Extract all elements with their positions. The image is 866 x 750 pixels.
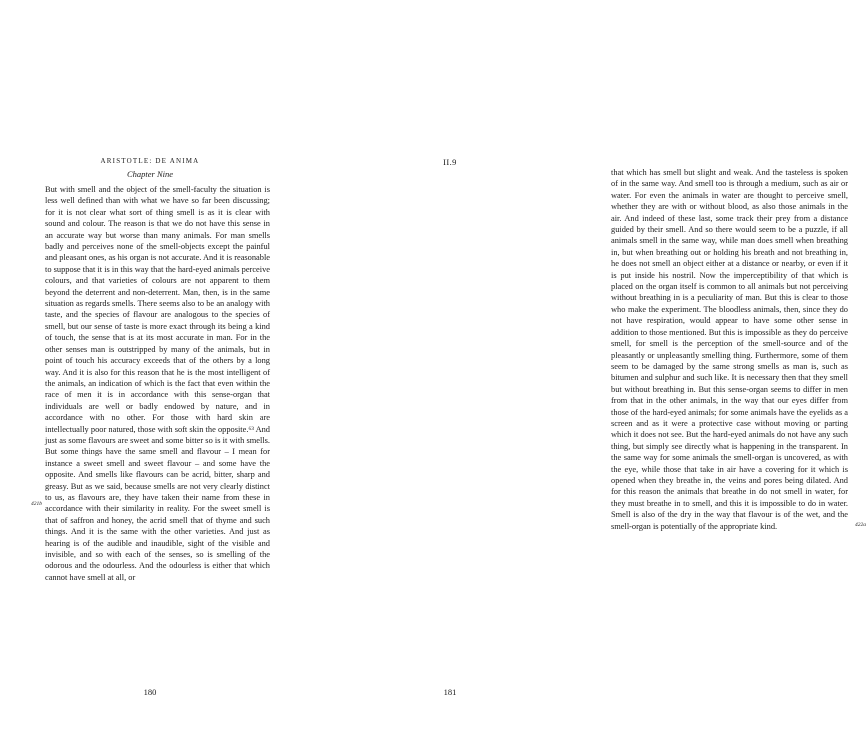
body-text-left: But with smell and the object of the smell-faculty the situation is less well defined than with what we have so far been discussing; for it is not clear what sort of thing smell is as it is clear with sound and colour. The reason is that we do not have this sense in an accurate way but worse than many animals. For man smells badly and perceives none of the smell-objects except the painful and pleasant ones, as his organ is not accurate. And it is reasonable to suppose that it is in this way that the hard-eyed animals perceive colours, and that varieties of colours are not apparent to them beyond the deterrent and non-deterrent. Man, then, is in the same situation as regards smells. There seems also to be an analogy with taste, and the species of flavour are analogous to the species of smell, but our sense of taste is more exact through its being a kind of touch, the sense that is at its most accurate in man. For in the other senses man is outstripped by many of the animals, but in point of touch his accuracy exceeds that of the others by a long way. And it is also for this reason that he is the most intelligent of the animals, an indication of which is the fact that even within the race of men it is in accordance with this sense-organ that individuals are well or badly endowed by nature, and in accordance with no other. For those with hard skin are intellectually poor natured, those with soft skin the opposite.⁶³ And just as some flavours are sweet and some bitter so is it with smells. But some things have the same smell and flavour – I mean for instance a sweet smell and sweet flavour – and some have the opposite. And smells like flavours can be acrid, bitter, sharp and greasy. But as we said, because smells are not very clearly distinct to us, as flavours are, they have taken their name from these in accordance with their similarity in reality. For the sweet smell is that of saffron and honey, the acrid smell that of thyme and such things. And it is the same with the other varieties. And just as hearing is of the audible and inaudible, sight of the visible and invisible, and so with each of the senses, so is smelling of the odorous and the odourless. And the odourless is either that which cannot have smell at all, or <box>45 185 270 582</box>
right-page <box>300 0 866 750</box>
margin-reference-left: 421b <box>31 501 42 507</box>
margin-reference-right: 422a <box>855 522 866 528</box>
body-text-right: that which has smell but slight and weak. And the tasteless is spoken of in the same way. And smell too is through a medium, such as air or water. For even the animals in water are thought to perceive smell, whether they are with or without blood, as also those animals in the air. And indeed of these last, some track their prey from a distance guided by their smell. And so there would seem to be a puzzle, if all animals smell in the same way, while man does smell when breathing in, but when breathing out or holding his breath and not breathing in, he does not smell an object either at a distance or nearby, or even if it is put inside his nostril. Now the imperceptibility of that which is placed on the organ itself is common to all animals but not perceiving without breathing in is a peculiarity of man. But this is clear to those who make the experiment. The bloodless animals, then, since they do not have respiration, would appear to have some other sense in addition to those mentioned. But this is impossible as they do perceive smell, for smell is the perception of the smell-source and of the pleasantly or unpleasantly smelling thing. Furthermore, some of them seem to be damaged by the same strong smells as man is, such as bitumen and sulphur and such like. It is necessary then that they smell but without breathing in. But this sense-organ seems to differ in men from that in the other animals, in the way that our eyes differ from those of the hard-eyed animals; for some animals have the eyelids as a screen and as it were a protective case without moving or parting which it does not see. But the hard-eyed animals do not have any such thing, but simply see directly what is happening in the transparent. In the same way for some animals the smell-organ is uncovered, as with the eye, while those that take in air have a covering for it which is opened when they breathe in, the veins and pores being dilated. And for this reason the animals that breathe in do not smell in water, for they must breathe in to smell, and this it is impossible to do in water. Smell is also of the dry in the way that flavour is of the wet, and the smell-organ is potentially of the appropriate kind. <box>611 168 848 531</box>
left-page <box>0 0 300 750</box>
running-head-right: II.9 <box>443 157 457 167</box>
running-head-left: ARISTOTLE: DE ANIMA <box>100 157 200 165</box>
page-number-right: 181 <box>443 687 457 697</box>
page-number-left: 180 <box>143 687 157 697</box>
chapter-title: Chapter Nine <box>126 169 174 179</box>
